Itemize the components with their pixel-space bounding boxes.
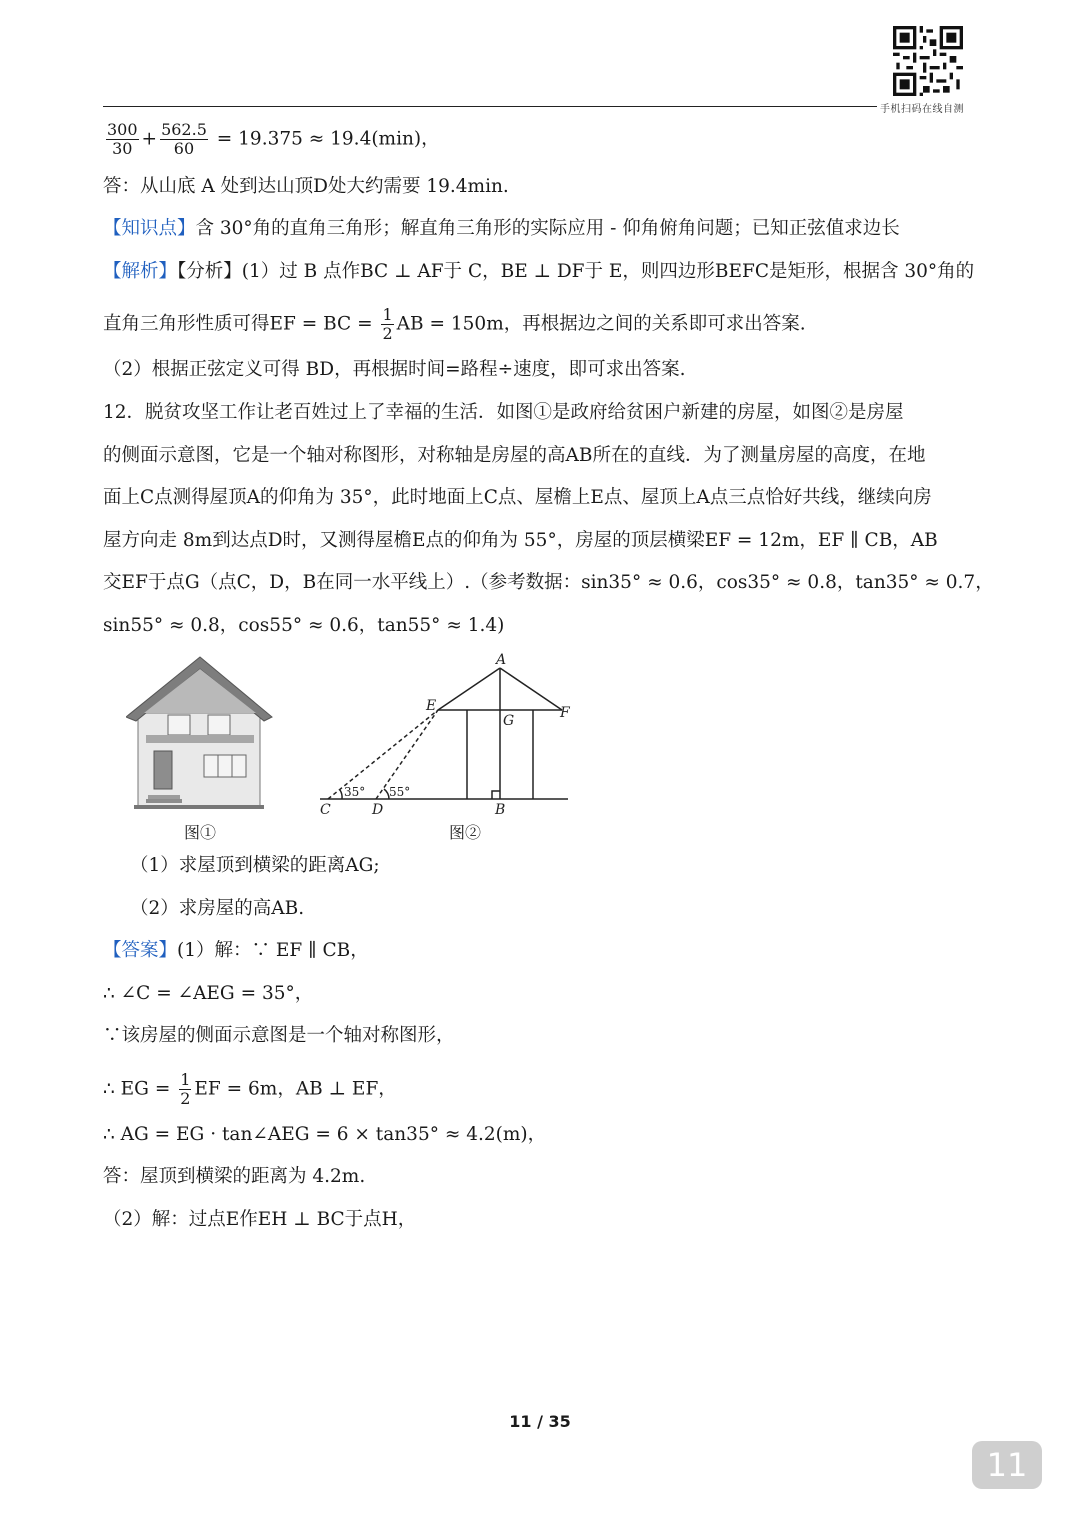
knowledge-point: 【知识点】含 30°角的直角三角形；解直角三角形的实际应用 - 仰角俯角问题；已知正弦值求边长 bbox=[103, 218, 900, 239]
prev-answer: 答：从山底 A 处到达山顶D处大约需要 19.4min. bbox=[103, 176, 509, 197]
angle-55-label: 55° bbox=[389, 785, 411, 799]
fraction: $\frac{1}{2}$ bbox=[180, 1070, 191, 1108]
label-e: E bbox=[426, 698, 437, 714]
problem-line: 的侧面示意图，它是一个轴对称图形，对称轴是房屋的高AB所在的直线．为了测量房屋的高度，在地 bbox=[103, 445, 926, 466]
label-f: F bbox=[560, 705, 570, 721]
fraction: $\frac{300}{30}$ bbox=[107, 120, 138, 158]
answer-line-3: ∵该房屋的侧面示意图是一个轴对称图形， bbox=[103, 1025, 455, 1046]
analysis-line-3: （2）根据正弦定义可得 BD，再根据时间=路程÷速度，即可求出答案. bbox=[103, 359, 686, 380]
problem-line: 交EF于点G（点C，D，B在同一水平线上）.（参考数据：sin35° ≈ 0.6，cos35° ≈ 0.8，tan35° ≈ 0.7， bbox=[103, 572, 994, 593]
fraction: $\frac{562.5}{60}$ bbox=[161, 120, 207, 158]
label-a: A bbox=[496, 652, 507, 668]
question-1: （1）求屋顶到横梁的距离AG; bbox=[130, 855, 380, 876]
problem-line: 屋方向走 8m到达点D时，又测得屋檐E点的仰角为 55°，房屋的顶层横梁EF = 12m，EF ∥ CB，AB bbox=[103, 530, 938, 551]
answer-line-5: ∴ AG = EG · tan∠AEG = 6 × tan35° ≈ 4.2(m)， bbox=[103, 1124, 547, 1145]
calc-line: $\frac{300}{30}$ + $\frac{562.5}{60}$ = 19.375 ≈ 19.4(min)， bbox=[107, 120, 440, 158]
qr-code bbox=[893, 26, 963, 96]
figure1-caption: 图① bbox=[184, 823, 217, 842]
label-d: D bbox=[372, 802, 384, 818]
answer-line-2: ∴ ∠C = ∠AEG = 35°， bbox=[103, 983, 314, 1004]
fraction: $\frac{1}{2}$ bbox=[382, 305, 393, 343]
knowledge-tag: 【知识点】 bbox=[103, 218, 196, 239]
answer-line-1: 【答案】(1）解：∵ EF ∥ CB， bbox=[103, 940, 369, 961]
problem-line: 12．脱贫攻坚工作让老百姓过上了幸福的生活．如图①是政府给贫困户新建的房屋，如图②是房屋 bbox=[103, 402, 904, 423]
label-c: C bbox=[320, 802, 331, 818]
question-2: （2）求房屋的高AB. bbox=[130, 898, 305, 919]
problem-line: 面上C点测得屋顶A的仰角为 35°，此时地面上C点、屋檐上E点、屋顶上A点三点恰好共线，继续向房 bbox=[103, 487, 932, 508]
qr-caption: 手机扫码在线自测 bbox=[880, 104, 964, 115]
analysis-line-1: 【解析】【分析】(1）过 B 点作BC ⊥ AF于 C，BE ⊥ DF于 E，则四边形BEFC是矩形，根据含 30°角的 bbox=[103, 261, 975, 282]
figure2-caption: 图② bbox=[449, 823, 482, 842]
angle-35-label: 35° bbox=[344, 785, 366, 799]
answer-line-6: 答：屋顶到横梁的距离为 4.2m. bbox=[103, 1166, 366, 1187]
analysis-tag: 【解析】 bbox=[103, 261, 178, 282]
answer-line-7: （2）解：过点E作EH ⊥ BC于点H， bbox=[103, 1209, 417, 1230]
answer-line-4: ∴ EG = $\frac{1}{2}$ EF = 6m，AB ⊥ EF， bbox=[103, 1070, 397, 1108]
answer-tag: 【答案】 bbox=[103, 940, 178, 961]
page-badge: 11 bbox=[972, 1441, 1042, 1489]
problem-line: sin55° ≈ 0.8，cos55° ≈ 0.6，tan55° ≈ 1.4) bbox=[103, 615, 505, 636]
label-b: B bbox=[495, 802, 506, 818]
side-view-diagram bbox=[310, 650, 580, 820]
label-g: G bbox=[503, 713, 515, 729]
house-illustration bbox=[126, 655, 274, 811]
header-divider bbox=[103, 106, 877, 107]
analysis-line-2: 直角三角形性质可得EF = BC = $\frac{1}{2}$ AB = 150m，再根据边之间的关系即可求出答案. bbox=[103, 305, 806, 343]
page-number: 11 / 35 bbox=[509, 1412, 571, 1431]
